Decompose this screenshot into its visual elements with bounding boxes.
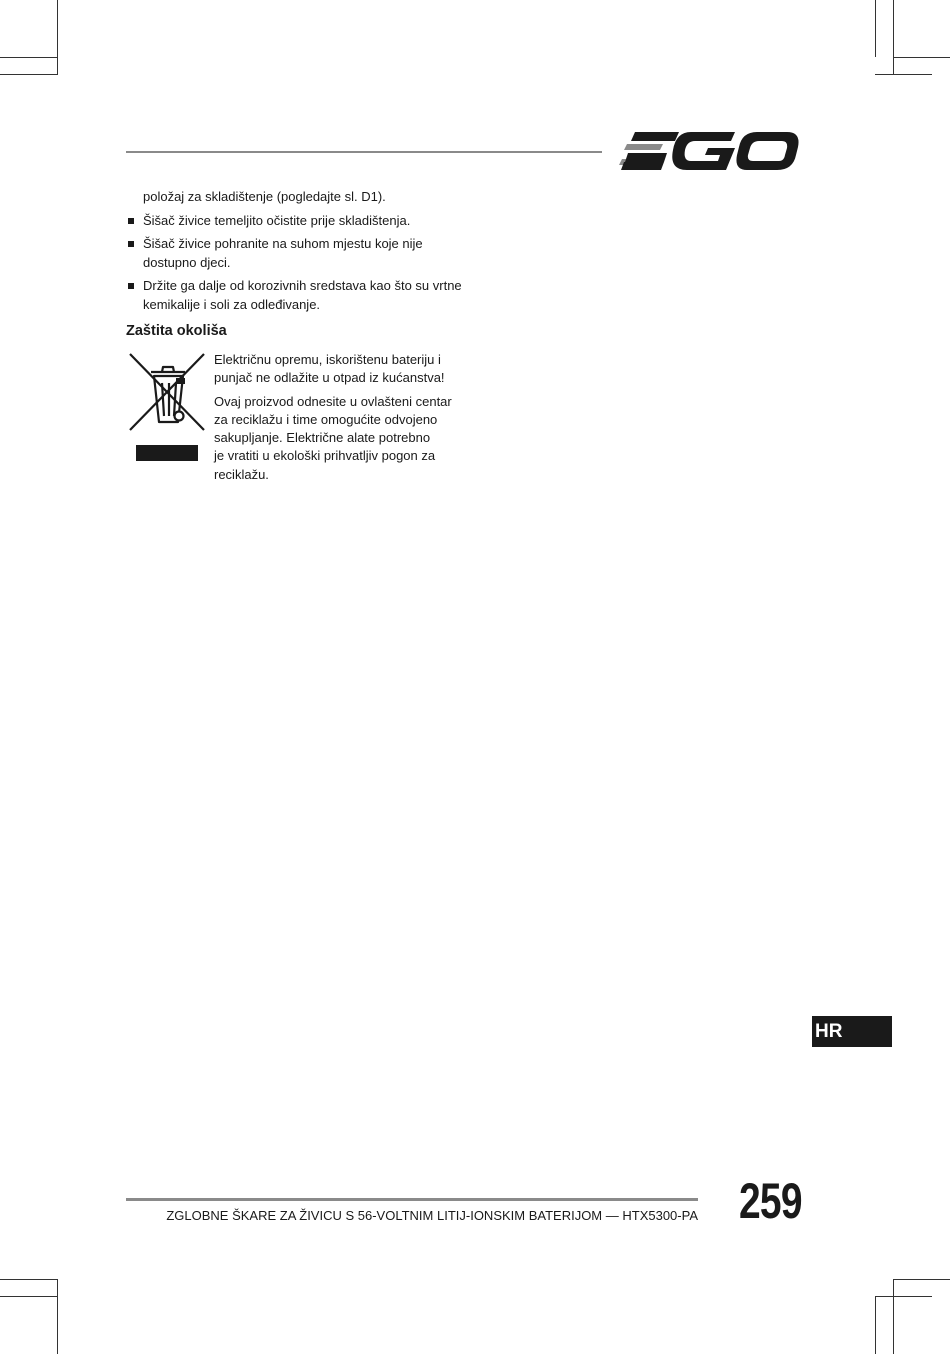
environment-text bbox=[214, 351, 464, 489]
list-item bbox=[126, 277, 466, 314]
paragraph-line: reciklažu. bbox=[214, 466, 269, 482]
section-heading: Zaštita okoliša bbox=[126, 323, 227, 339]
list-item-text: Šišač živice temeljito očistite prije skladištenja. bbox=[143, 212, 411, 228]
ego-logo bbox=[617, 128, 800, 172]
crop-mark bbox=[875, 1296, 876, 1354]
crop-mark bbox=[0, 57, 57, 58]
crop-mark bbox=[0, 1296, 57, 1297]
page-number: 259 bbox=[739, 1173, 802, 1229]
paragraph-line: sakupljanje. Električne alate potrebno bbox=[214, 430, 431, 446]
crop-mark bbox=[893, 0, 894, 75]
header-rule bbox=[126, 151, 602, 153]
intro-line: položaj za skladištenje (pogledajte sl. D1). bbox=[143, 189, 386, 204]
paragraph bbox=[214, 351, 464, 388]
list-item-text: dostupno djeci. bbox=[143, 254, 231, 270]
paragraph-line: Električnu opremu, iskorištenu bateriju i bbox=[214, 352, 441, 367]
crop-mark bbox=[57, 1279, 58, 1354]
crop-mark bbox=[875, 74, 932, 75]
list-item-text: Šišač živice pohranite na suhom mjestu koje nije bbox=[143, 236, 423, 251]
crop-mark bbox=[893, 57, 950, 58]
paragraph bbox=[214, 393, 464, 484]
paragraph-line: punjač ne odlažite u otpad iz kućanstva! bbox=[214, 370, 445, 386]
crop-mark bbox=[0, 74, 57, 75]
language-tab: HR bbox=[812, 1016, 892, 1047]
crop-mark bbox=[893, 1279, 894, 1354]
crop-mark bbox=[893, 1279, 950, 1280]
paragraph-line: Ovaj proizvod odnesite u ovlašteni centar bbox=[214, 393, 452, 409]
crop-mark bbox=[875, 1296, 932, 1297]
crop-mark bbox=[0, 1279, 57, 1280]
crop-mark bbox=[57, 0, 58, 75]
list-item bbox=[126, 235, 466, 272]
list-item bbox=[126, 212, 466, 231]
footer-rule bbox=[126, 1198, 698, 1201]
list-item-text: Držite ga dalje od korozivnih sredstava kao što su vrtne bbox=[143, 278, 462, 293]
weee-crossed-bin-icon bbox=[128, 350, 208, 462]
list-item-text: kemikalije i soli za odleđivanje. bbox=[143, 296, 321, 312]
footer-title: ZGLOBNE ŠKARE ZA ŽIVICU S 56-VOLTNIM LITIJ-IONSKIM BATERIJOM — HTX5300-PA bbox=[166, 1208, 698, 1223]
paragraph-line: za reciklažu i time omogućite odvojeno bbox=[214, 411, 438, 427]
crop-mark bbox=[875, 0, 876, 57]
paragraph-line: je vratiti u ekološki prihvatljiv pogon za bbox=[214, 448, 436, 464]
storage-instructions bbox=[126, 188, 466, 341]
